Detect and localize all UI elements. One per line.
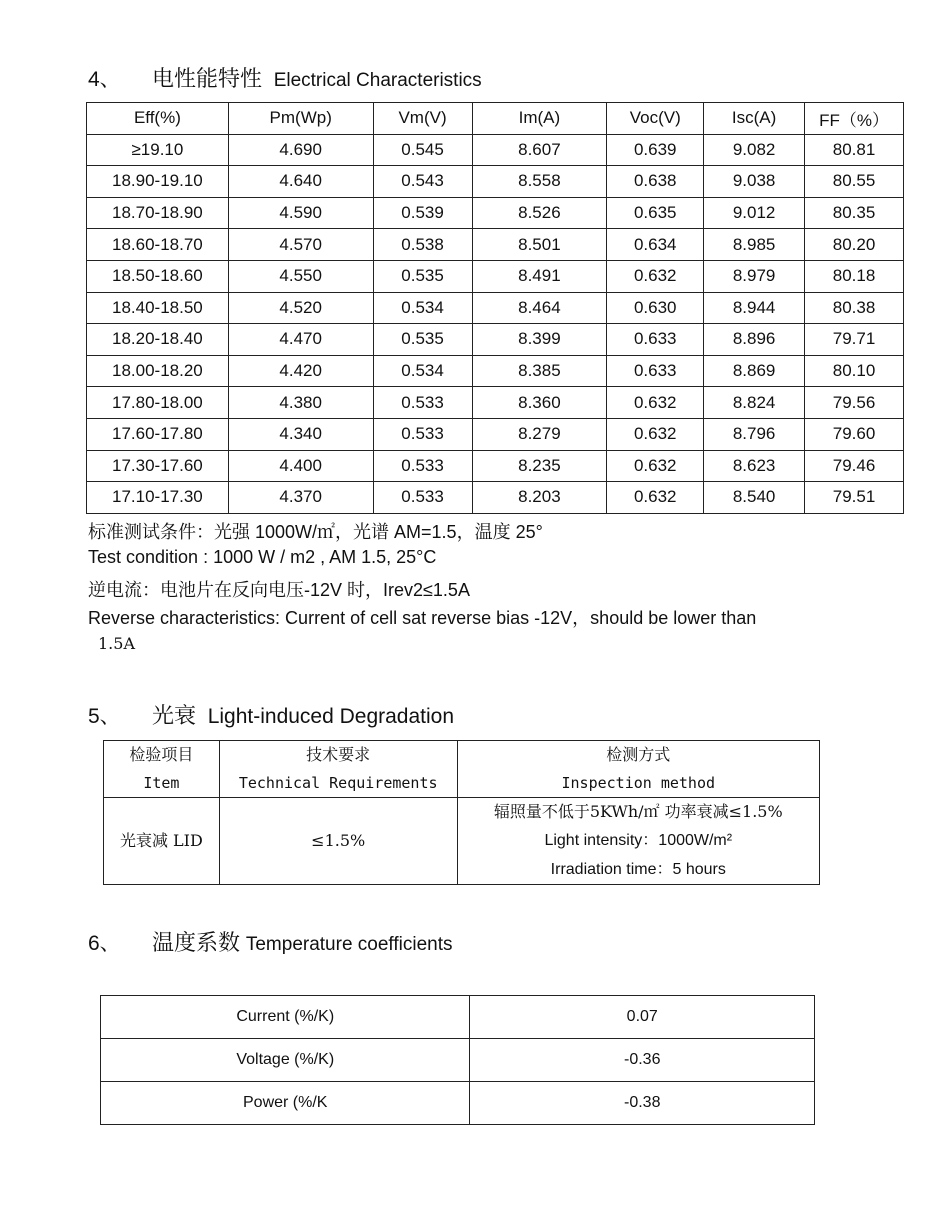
section-number: 4、 bbox=[88, 68, 121, 91]
cell-pm: 4.340 bbox=[228, 418, 373, 450]
reverse-current-cn-label: 逆电流：电池片在反向电压 bbox=[88, 580, 304, 601]
table-header-row bbox=[87, 103, 904, 135]
cell-vm: 0.534 bbox=[373, 355, 472, 387]
cell-voc: 0.635 bbox=[607, 197, 704, 229]
cell-pm: 4.420 bbox=[228, 355, 373, 387]
voltage-value: -0.36 bbox=[470, 1039, 815, 1082]
section-title-en: Temperature coefficients bbox=[245, 934, 453, 955]
cell-eff: 18.70-18.90 bbox=[87, 197, 229, 229]
lid-requirement-cell: ≤1.5% bbox=[219, 798, 457, 885]
section-6-title bbox=[88, 926, 453, 957]
header-voc: Voc(V) bbox=[607, 103, 704, 135]
cell-voc: 0.638 bbox=[607, 166, 704, 198]
cell-im: 8.607 bbox=[472, 134, 607, 166]
cell-voc: 0.632 bbox=[607, 260, 704, 292]
cell-eff: 18.50-18.60 bbox=[87, 260, 229, 292]
table-row bbox=[87, 324, 904, 356]
table-row bbox=[87, 450, 904, 482]
cell-isc: 8.540 bbox=[704, 482, 805, 514]
table-row bbox=[101, 1039, 815, 1082]
cell-isc: 9.082 bbox=[704, 134, 805, 166]
cell-im: 8.360 bbox=[472, 387, 607, 419]
section-4-title bbox=[88, 62, 482, 93]
header-item-en: Item bbox=[143, 774, 180, 792]
test-condition-en: Test condition : 1000 W / m2 , AM 1.5, 25°C bbox=[88, 547, 437, 567]
cell-eff: 17.10-17.30 bbox=[87, 482, 229, 514]
section-title-cn: 电性能特性 bbox=[152, 67, 263, 92]
header-im: Im(A) bbox=[472, 103, 607, 135]
cell-vm: 0.533 bbox=[373, 450, 472, 482]
section-number: 6、 bbox=[88, 932, 121, 955]
section-number: 5、 bbox=[88, 705, 121, 728]
header-method-cn: 检测方式 bbox=[606, 745, 671, 764]
section-title-cn: 温度系数 bbox=[152, 931, 241, 956]
cell-vm: 0.534 bbox=[373, 292, 472, 324]
cell-voc: 0.632 bbox=[607, 450, 704, 482]
cell-pm: 4.470 bbox=[228, 324, 373, 356]
cell-vm: 0.535 bbox=[373, 324, 472, 356]
header-vm: Vm(V) bbox=[373, 103, 472, 135]
header-eff: Eff(%) bbox=[87, 103, 229, 135]
voltage-label: Voltage (%/K) bbox=[101, 1039, 470, 1082]
section-title-en: Light-induced Degradation bbox=[207, 705, 455, 728]
cell-ff: 79.46 bbox=[805, 450, 904, 482]
cell-eff: 18.40-18.50 bbox=[87, 292, 229, 324]
cell-pm: 4.520 bbox=[228, 292, 373, 324]
cell-eff: 17.80-18.00 bbox=[87, 387, 229, 419]
cell-eff: 18.60-18.70 bbox=[87, 229, 229, 261]
cell-voc: 0.632 bbox=[607, 418, 704, 450]
table-row bbox=[87, 197, 904, 229]
header-item bbox=[104, 741, 220, 798]
header-method bbox=[457, 741, 819, 798]
cell-vm: 0.535 bbox=[373, 260, 472, 292]
electrical-characteristics-table bbox=[86, 102, 904, 514]
cell-voc: 0.639 bbox=[607, 134, 704, 166]
method-line-3: Irradiation time：5 hours bbox=[550, 861, 726, 878]
table-header-row bbox=[104, 741, 820, 798]
cell-eff: 18.00-18.20 bbox=[87, 355, 229, 387]
reverse-characteristics-en: Reverse characteristics: Current of cell sat reverse bias -12V，should be lower than bbox=[88, 608, 757, 628]
table-row bbox=[87, 292, 904, 324]
cell-ff: 80.20 bbox=[805, 229, 904, 261]
cell-isc: 8.796 bbox=[704, 418, 805, 450]
cell-ff: 79.56 bbox=[805, 387, 904, 419]
header-isc: Isc(A) bbox=[704, 103, 805, 135]
cell-pm: 4.380 bbox=[228, 387, 373, 419]
header-requirements-en: Technical Requirements bbox=[238, 774, 438, 792]
method-line-2: Light intensity：1000W/m² bbox=[544, 832, 733, 849]
cell-ff: 80.10 bbox=[805, 355, 904, 387]
temperature-coefficients-table bbox=[100, 995, 815, 1125]
cell-im: 8.526 bbox=[472, 197, 607, 229]
cell-vm: 0.533 bbox=[373, 387, 472, 419]
cell-ff: 80.35 bbox=[805, 197, 904, 229]
cell-voc: 0.633 bbox=[607, 324, 704, 356]
cell-vm: 0.543 bbox=[373, 166, 472, 198]
table-row bbox=[101, 996, 815, 1039]
cell-isc: 8.985 bbox=[704, 229, 805, 261]
cell-pm: 4.590 bbox=[228, 197, 373, 229]
cell-vm: 0.545 bbox=[373, 134, 472, 166]
cell-vm: 0.533 bbox=[373, 482, 472, 514]
test-condition-cn-value: 1000W/㎡，光谱 AM=1.5，温度 25° bbox=[250, 522, 543, 542]
cell-ff: 80.18 bbox=[805, 260, 904, 292]
cell-im: 8.203 bbox=[472, 482, 607, 514]
table-row bbox=[87, 418, 904, 450]
cell-vm: 0.538 bbox=[373, 229, 472, 261]
cell-ff: 80.38 bbox=[805, 292, 904, 324]
cell-pm: 4.400 bbox=[228, 450, 373, 482]
cell-eff: 18.20-18.40 bbox=[87, 324, 229, 356]
cell-vm: 0.533 bbox=[373, 418, 472, 450]
table-row bbox=[87, 482, 904, 514]
cell-isc: 8.896 bbox=[704, 324, 805, 356]
cell-ff: 80.55 bbox=[805, 166, 904, 198]
cell-im: 8.385 bbox=[472, 355, 607, 387]
power-value: -0.38 bbox=[470, 1082, 815, 1125]
cell-im: 8.558 bbox=[472, 166, 607, 198]
cell-ff: 80.81 bbox=[805, 134, 904, 166]
cell-isc: 8.869 bbox=[704, 355, 805, 387]
current-label: Current (%/K) bbox=[101, 996, 470, 1039]
cell-ff: 79.51 bbox=[805, 482, 904, 514]
table-row bbox=[87, 134, 904, 166]
cell-voc: 0.632 bbox=[607, 482, 704, 514]
section-title-cn: 光衰 bbox=[152, 704, 197, 729]
cell-isc: 9.012 bbox=[704, 197, 805, 229]
current-value: 0.07 bbox=[470, 996, 815, 1039]
cell-ff: 79.60 bbox=[805, 418, 904, 450]
table-row bbox=[87, 387, 904, 419]
cell-pm: 4.640 bbox=[228, 166, 373, 198]
cell-pm: 4.570 bbox=[228, 229, 373, 261]
table-body bbox=[87, 134, 904, 513]
table-row bbox=[87, 229, 904, 261]
table-row bbox=[87, 166, 904, 198]
cell-pm: 4.370 bbox=[228, 482, 373, 514]
cell-isc: 8.623 bbox=[704, 450, 805, 482]
cell-eff: 18.90-19.10 bbox=[87, 166, 229, 198]
table-row bbox=[87, 355, 904, 387]
cell-voc: 0.630 bbox=[607, 292, 704, 324]
cell-eff: 17.30-17.60 bbox=[87, 450, 229, 482]
cell-vm: 0.539 bbox=[373, 197, 472, 229]
cell-isc: 9.038 bbox=[704, 166, 805, 198]
table-row bbox=[87, 260, 904, 292]
cell-eff: 17.60-17.80 bbox=[87, 418, 229, 450]
lid-table bbox=[103, 740, 820, 885]
cell-ff: 79.71 bbox=[805, 324, 904, 356]
lid-method-cell bbox=[457, 798, 819, 885]
cell-pm: 4.690 bbox=[228, 134, 373, 166]
cell-im: 8.399 bbox=[472, 324, 607, 356]
cell-im: 8.501 bbox=[472, 229, 607, 261]
lid-item-cell: 光衰减 LID bbox=[104, 798, 220, 885]
cell-voc: 0.633 bbox=[607, 355, 704, 387]
cell-isc: 8.944 bbox=[704, 292, 805, 324]
power-label: Power (%/K bbox=[101, 1082, 470, 1125]
reverse-characteristics-en-cont: 1.5A bbox=[98, 634, 135, 653]
header-method-en: Inspection method bbox=[561, 774, 716, 792]
header-requirements bbox=[219, 741, 457, 798]
cell-im: 8.491 bbox=[472, 260, 607, 292]
cell-isc: 8.824 bbox=[704, 387, 805, 419]
method-line-1: 辐照量不低于5KWh/㎡ 功率衰减≤1.5% bbox=[493, 802, 783, 821]
cell-voc: 0.634 bbox=[607, 229, 704, 261]
test-condition-cn bbox=[88, 518, 543, 544]
reverse-current-cn bbox=[88, 576, 470, 602]
cell-im: 8.235 bbox=[472, 450, 607, 482]
cell-im: 8.464 bbox=[472, 292, 607, 324]
cell-im: 8.279 bbox=[472, 418, 607, 450]
reverse-current-cn-value: -12V 时，Irev2≤1.5A bbox=[304, 580, 470, 600]
section-title-en: Electrical Characteristics bbox=[273, 70, 482, 91]
cell-pm: 4.550 bbox=[228, 260, 373, 292]
cell-voc: 0.632 bbox=[607, 387, 704, 419]
header-pm: Pm(Wp) bbox=[228, 103, 373, 135]
cell-isc: 8.979 bbox=[704, 260, 805, 292]
table-row bbox=[101, 1082, 815, 1125]
table-row bbox=[104, 798, 820, 885]
header-ff: FF（%） bbox=[805, 103, 904, 135]
section-5-title bbox=[88, 699, 454, 730]
cell-eff: ≥19.10 bbox=[87, 134, 229, 166]
test-condition-cn-label: 标准测试条件：光强 bbox=[88, 522, 250, 543]
header-item-cn: 检验项目 bbox=[129, 745, 194, 764]
header-requirements-cn: 技术要求 bbox=[306, 745, 371, 764]
